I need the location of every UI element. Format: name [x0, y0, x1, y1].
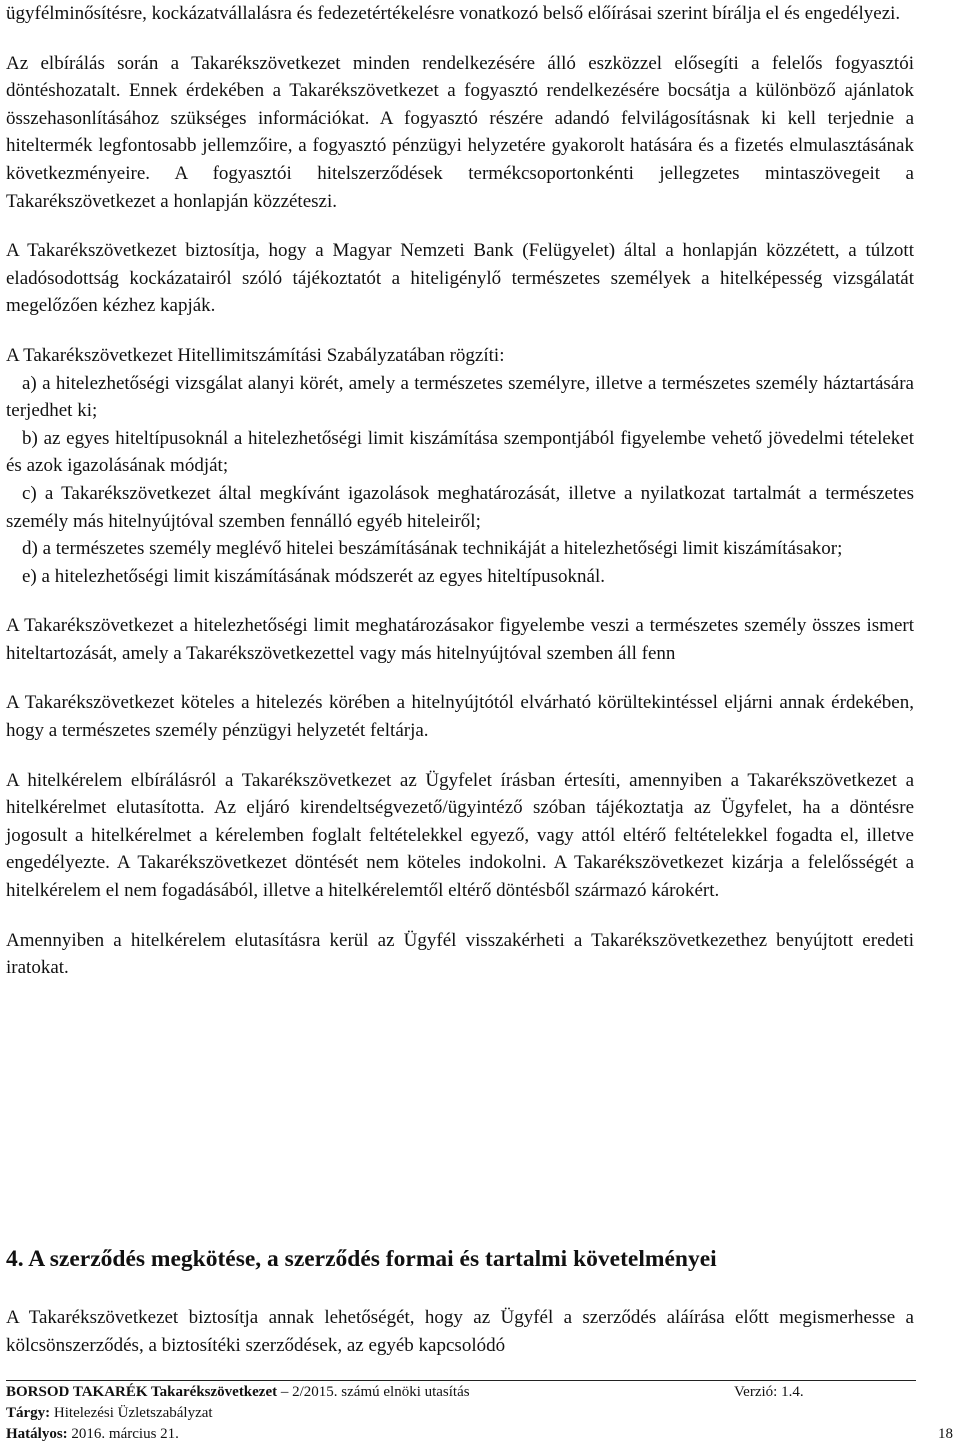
paragraph: A hitelkérelem elbírálásról a Takarékszövetkezet az Ügyfelet írásban értesíti, amennyiben a Takarékszövetkezet a hitelkérelmet elutasította. Az eljáró kirendeltségvezető/ügyintéző szóban tájékoztatja az Ügyfelet, ha a döntésre jogosult a hitelkérelmet a kérelemben foglalt feltételekkel egyező, vagy attól eltérő feltételekkel fogadta el, illetve engedélyezte. A Takarékszövetkezet döntését nem köteles indokolni. A Takarékszövetkezet kizárja a felelősségét a hitelkérelem el nem fogadásából, illetve a hitelkérelemtől eltérő döntésből származó károkért. — [6, 769, 914, 902]
list-item: c) a Takarékszövetkezet által megkívánt igazolások meghatározását, illetve a nyilatkozat tartalmát a természetes személy más hitelnyújtóval szemben fennálló egyéb hiteleiről; — [6, 482, 914, 532]
list-item: d) a természetes személy meglévő hitelei beszámításának technikáját a hitelezhetőségi limit kiszámításakor; — [22, 538, 843, 560]
page-number: 18 — [938, 1426, 953, 1442]
footer-effective-value: 2016. március 21. — [67, 1426, 179, 1442]
paragraph: A Takarékszövetkezet biztosítja, hogy a Magyar Nemzeti Bank (Felügyelet) által a honlapján közzétett, a túlzott eladósodottság kockázatairól szóló tájékoztatót a hiteligénylő természetes személyek a hitelképesség vizsgálatát megelőzően kézhez kapják. — [6, 240, 914, 317]
paragraph: A Takarékszövetkezet biztosítja annak lehetőségét, hogy az Ügyfél a szerződés aláírása előtt megismerhesse a kölcsönszerződés, a biztosítéki szerződések, az egyéb kapcsolódó — [6, 1307, 914, 1356]
footer-version: Verzió: 1.4. — [734, 1384, 804, 1400]
footer-effective-label: Hatályos: — [6, 1426, 68, 1442]
page-footer — [6, 1380, 956, 1446]
paragraph: Amennyiben a hitelkérelem elutasításra kerül az Ügyfél visszakérheti a Takarékszövetkezethez benyújtott eredeti iratokat. — [6, 929, 914, 979]
section-body — [6, 1304, 914, 1359]
paragraph: ügyfélminősítésre, kockázatvállalásra és fedezetértékelésre vonatkozó belső előírásai szerint bírálja el és engedélyezi. — [6, 3, 901, 24]
paragraph: Az elbírálás során a Takarékszövetkezet minden rendelkezésére álló eszközzel elősegíti a felelős fogyasztói döntéshozatalt. Ennek érdekében a Takarékszövetkezet a fogyasztó rendelkezésére bocsátja a különböző ajánlatok összehasonlításához szükséges információkat. A fogyasztó részére adandó felvilágosításnak ki kell terjednie a hiteltermék legfontosabb jellemzőire, a fogyasztó pénzügyi helyzetére gyakorolt hatására és a fizetés elmulasztásának következményeire. A fogyasztói hitelszerződések termékcsoportonkénti jellegzetes mintaszövegeit a Takarékszövetkezet a honlapján közzéteszi. — [6, 52, 914, 212]
footer-org: BORSOD TAKARÉK Takarékszövetkezet — [6, 1384, 278, 1400]
footer-subject-value: Hitelezési Üzletszabályzat — [50, 1405, 213, 1421]
footer-doc-line — [6, 1382, 470, 1403]
paragraph: A Takarékszövetkezet köteles a hitelezés körében a hitelnyújtótól elvárható körültekintéssel eljárni annak érdekében, hogy a természetes személy pénzügyi helyzetét feltárja. — [6, 692, 914, 742]
paragraph: A Takarékszövetkezet Hitellimitszámítási Szabályzatában rögzíti: — [6, 344, 505, 366]
list-item: e) a hitelezhetőségi limit kiszámításának módszerét az egyes hiteltípusoknál. — [22, 565, 605, 587]
footer-divider — [6, 1380, 916, 1381]
footer-subject-line — [6, 1403, 213, 1424]
footer-effective-line — [6, 1424, 179, 1445]
footer-subject-label: Tárgy: — [6, 1405, 51, 1421]
list-item: b) az egyes hiteltípusoknál a hitelezhetőségi limit kiszámítása szempontjából figyelembe vehető jövedelmi tételeket és azok igazolásának módját; — [6, 427, 914, 477]
document-body — [6, 0, 914, 982]
footer-separator: – — [277, 1384, 293, 1400]
footer-doc-ref: 2/2015. számú elnöki utasítás — [292, 1384, 470, 1400]
paragraph: A Takarékszövetkezet a hitelezhetőségi limit meghatározásakor figyelembe veszi a természetes személy összes ismert hiteltartozását, amely a Takarékszövetkezettel vagy más hitelnyújtóval szemben áll fenn — [6, 615, 914, 664]
section-heading: 4. A szerződés megkötése, a szerződés formai és tartalmi követelményei — [6, 1246, 717, 1272]
list-item: a) a hitelezhetőségi vizsgálat alanyi körét, amely a természetes személyre, illetve a természetes személy háztartására terjedhet ki; — [6, 372, 914, 422]
